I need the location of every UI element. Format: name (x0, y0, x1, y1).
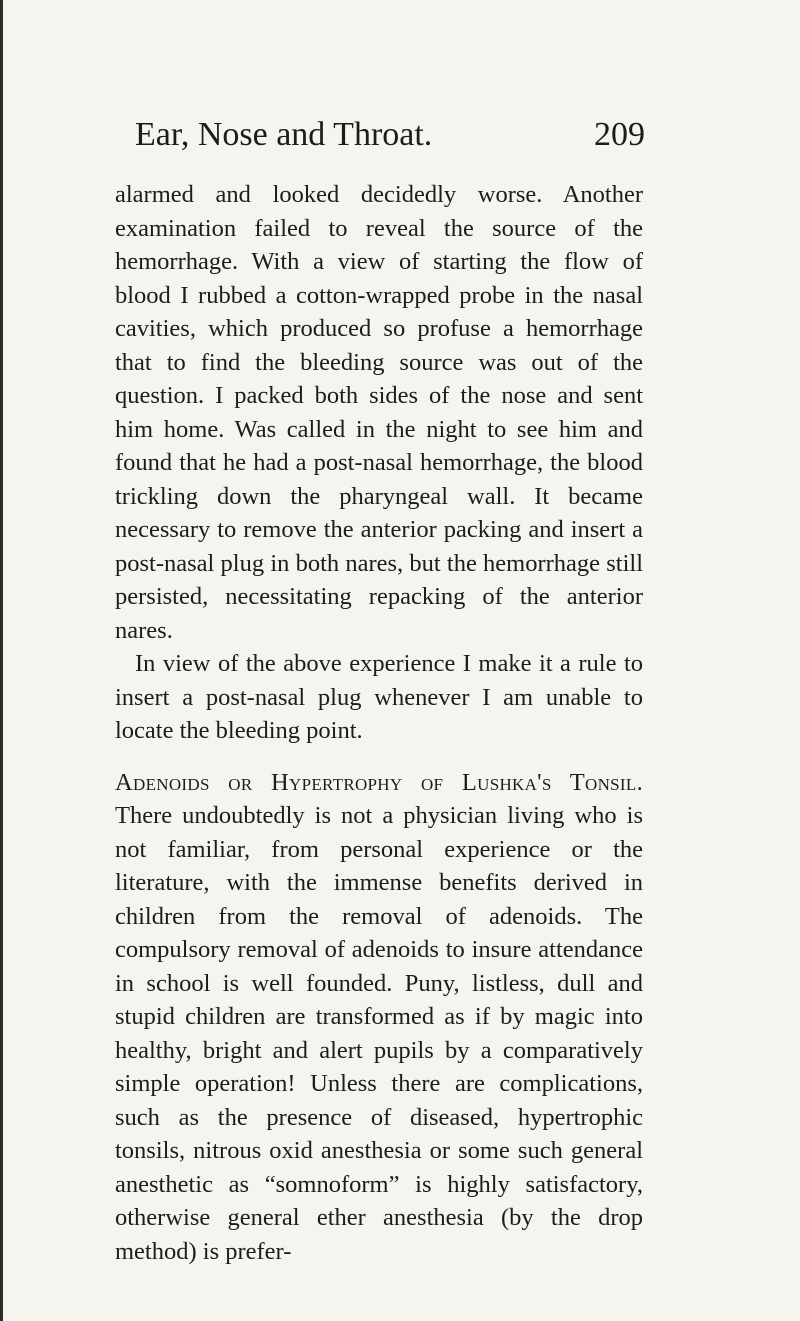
paragraph-rule: In view of the above experience I make it a rule to insert a post-nasal plug whenever I am unable to locate the bleeding point. (115, 650, 643, 744)
paragraph-adenoids-body: There undoubtedly is not a physician living who is not familiar, from personal experience or the literature, with the immense benefits derived in children from the removal of adenoids. The compulsory removal of adenoids to insure attendance in school is well founded. Puny, listless, dull and stupid children are transformed as if by magic into healthy, bright and alert pupils by a comparatively simple operation! Unless there are complications, such as the presence of diseased, hypertrophic tonsils, nitrous oxid anesthesia or some such general anesthetic as “somnoform” is highly satisfactory, otherwise general ether anesthesia (by the drop method) is prefer- (115, 802, 643, 1265)
body-text (115, 178, 643, 1268)
running-head (115, 112, 645, 160)
running-head-title: Ear, Nose and Throat. (135, 116, 433, 153)
paragraph-adenoids (115, 766, 643, 1269)
page-number: 209 (594, 116, 645, 153)
section-heading-adenoids: Adenoids or Hypertrophy of Lushka's Tonsil. (115, 768, 643, 796)
page-edge-line (0, 0, 3, 1321)
paragraph-continued: alarmed and looked decidedly worse. Another examination failed to reveal the source of the hemorrhage. With a view of starting the flow of blood I rubbed a cotton-wrapped probe in the nasal cavities, which produced so profuse a hemorrhage that to find the bleeding source was out of the question. I packed both sides of the nose and sent him home. Was called in the night to see him and found that he had a post-nasal hemorrhage, the blood trickling down the pharyngeal wall. It became necessary to remove the anterior packing and insert a post-nasal plug in both nares, but the hemorrhage still persisted, necessitating repacking of the anterior nares. (115, 181, 643, 644)
